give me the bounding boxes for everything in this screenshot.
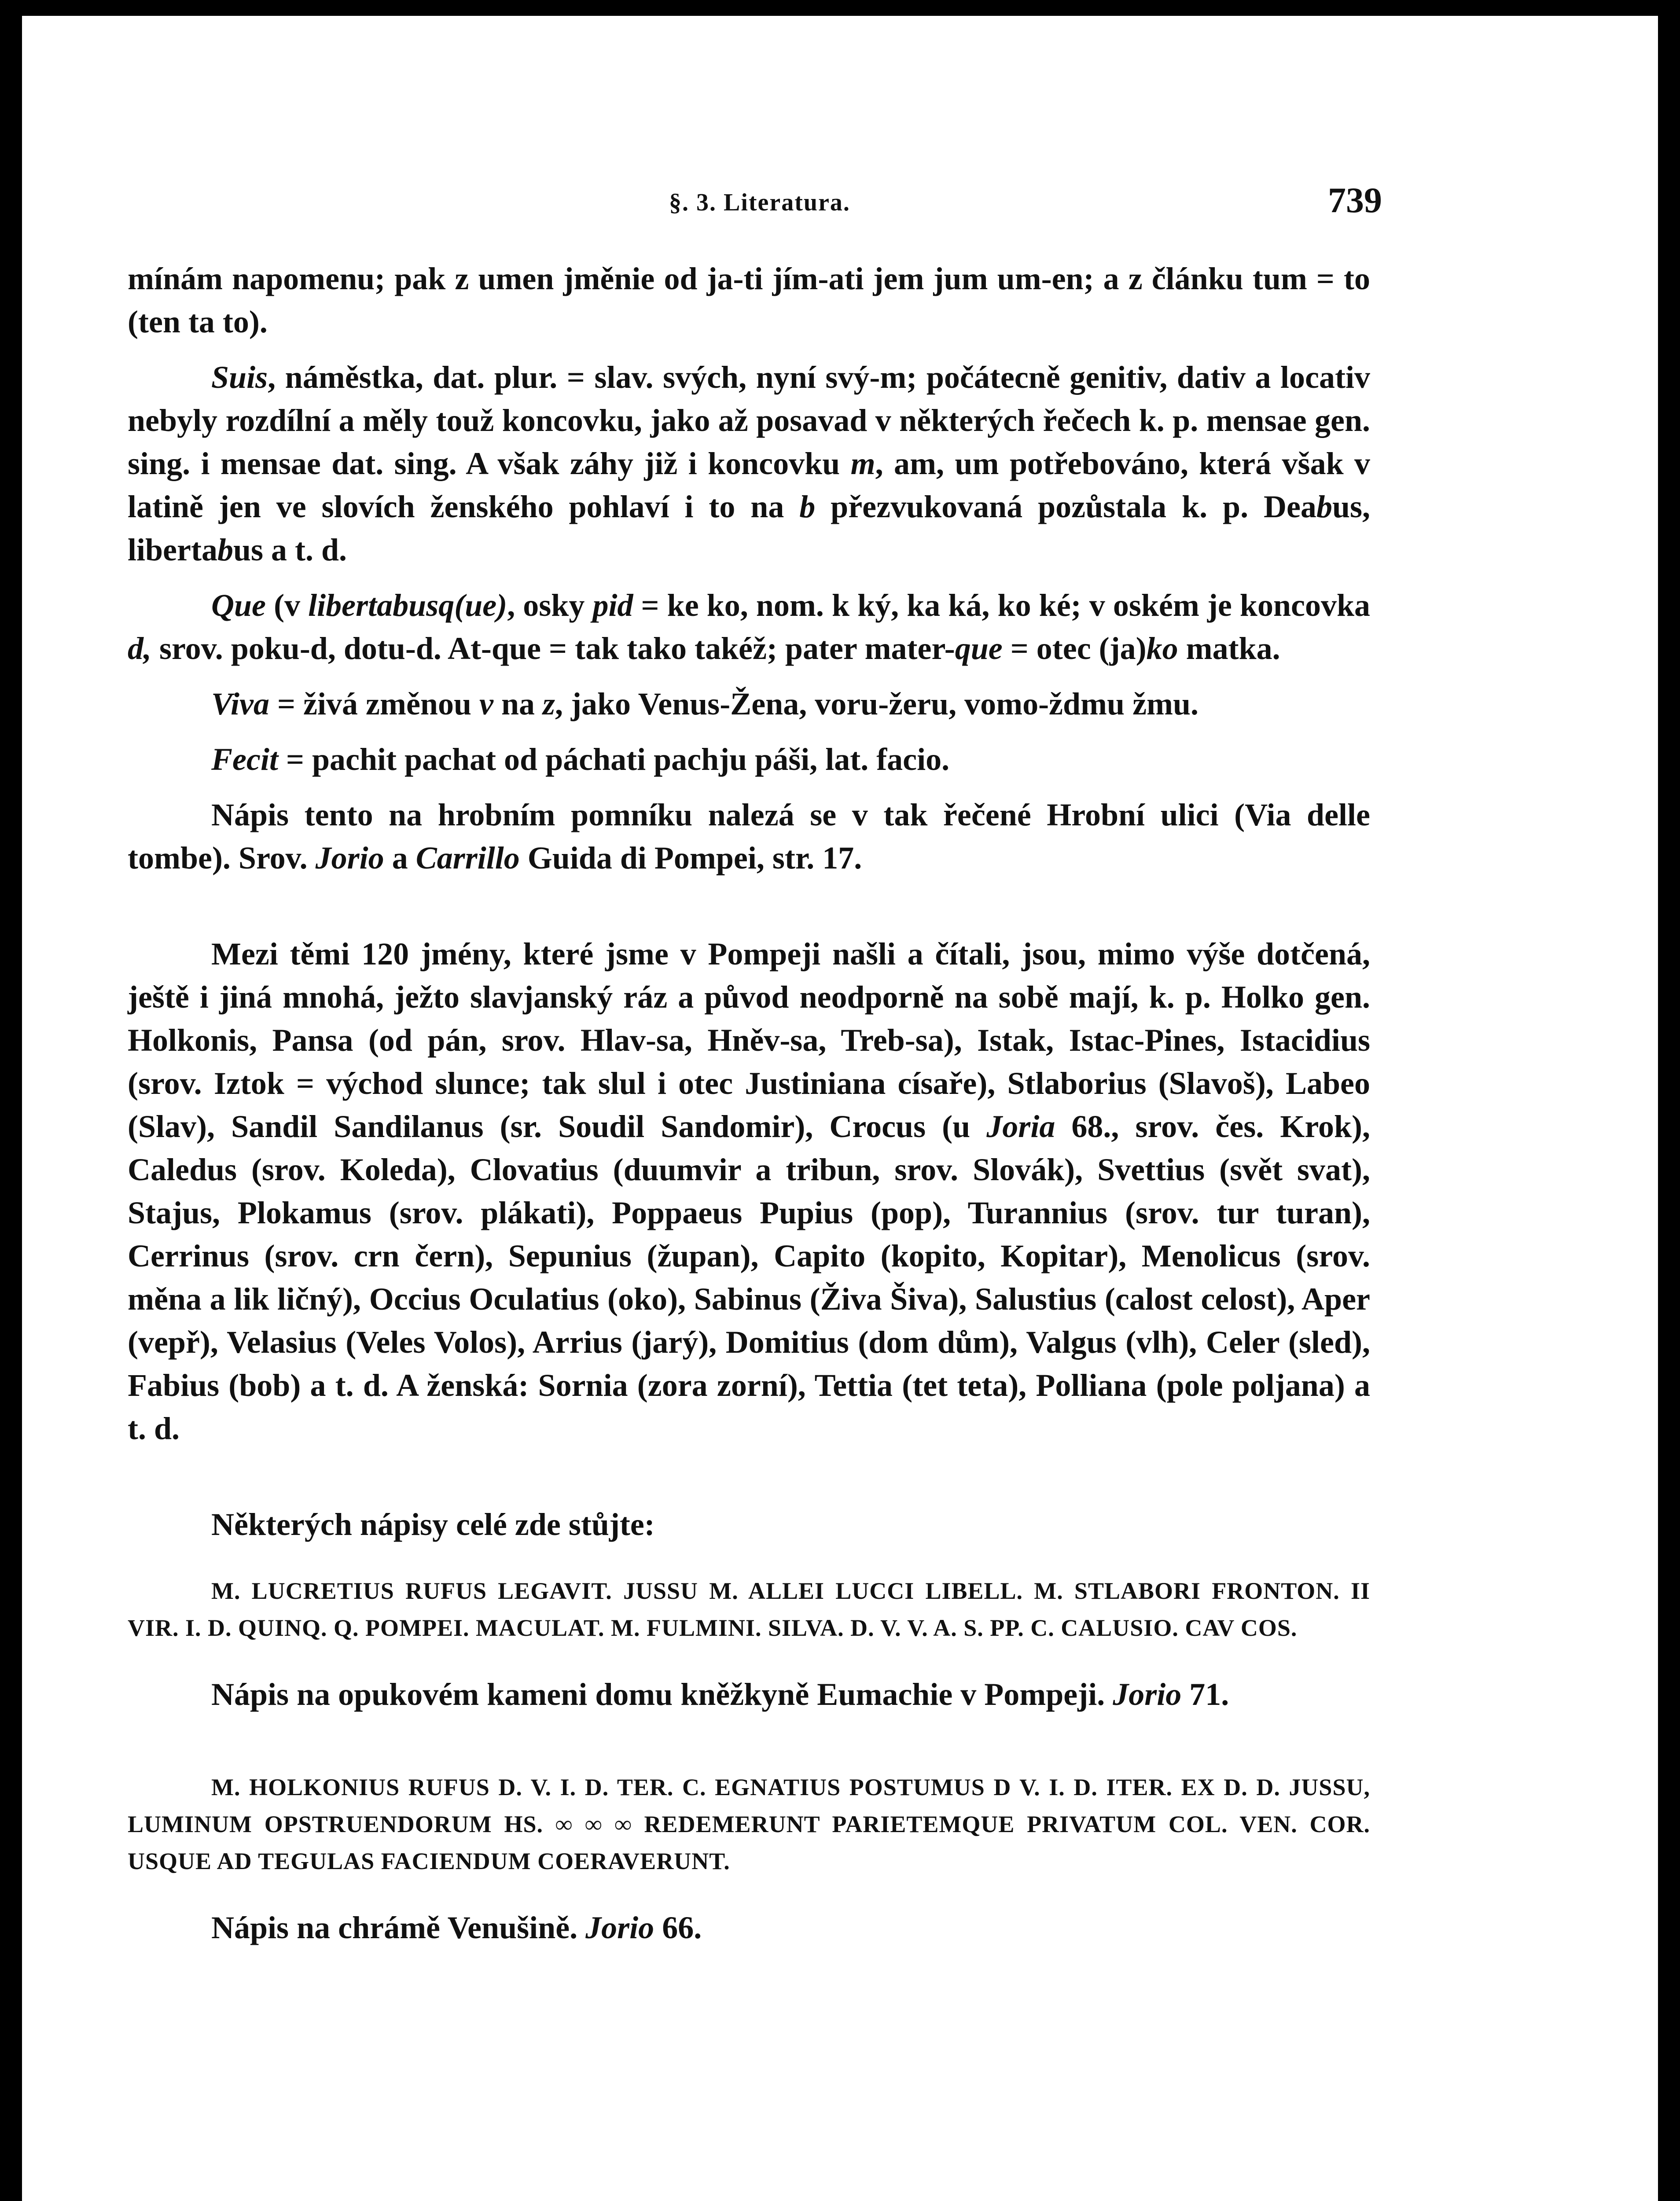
caption-venus: Nápis na chrámě Venušině. Jorio 66. [211,1910,702,1945]
book-page [22,16,1658,2201]
paragraph-napis-hrob: Nápis tento na hrobním pomníku nalezá se v tak řečené Hrobní ulici (Via delle tombe). Srov. Jorio a Carrillo Guida di Pompei, str. 17. [128,797,1370,876]
caption-eumachia: Nápis na opukovém kameni domu kněžkyně Eumachie v Pompeji. Jorio 71. [211,1677,1229,1712]
inscription-holkonius: M. HOLKONIUS RUFUS D. V. I. D. TER. C. EGNATIUS POSTUMUS D V. I. D. ITER. EX D. D. JUSSU, LUMINUM OPSTRUENDORUM HS. ∞ ∞ ∞ REDEMERUNT PARIETEMQUE PRIVATUM COL. VEN. COR. USQUE AD TEGULAS FACIENDUM COERAVERUNT. [128,1774,1370,1874]
paragraph-suis: Suis, náměstka, dat. plur. = slav. svých, nyní svý-m; počátecně genitiv, dativ a locativ nebyly rozdílní a měly touž koncovku, jako až posavad v některých řečech k. p. mensae gen. sing. i mensae dat. sing. A však záhy již i koncovku m, am, um potřebováno, která však v latině jen ve slovích ženského pohlaví i to na b přezvukovaná pozůstala k. p. Deabus, libertabus a t. d. [128,360,1371,567]
paragraph-names: Mezi těmi 120 jmény, které jsme v Pompeji našli a čítali, jsou, mimo výše dotčená, ještě i jiná mnohá, ježto slavjanský ráz a původ neodporně na sobě mají, k. p. Holko gen. Holkonis, Pansa (od pán, srov. Hlav-sa, Hněv-sa, Treb-sa), Istak, Istac-Pines, Istacidius (srov. Iztok = východ slunce; tak slul i otec Justiniana císaře), Stlaborius (Slavoš), Labeo (Slav), Sandil Sandilanus (sr. Soudil Sandomir), Crocus (u Joria 68., srov. čes. Krok), Caledus (srov. Koleda), Clovatius (duumvir a tribun, srov. Slovák), Svettius (svět svat), Stajus, Plokamus (srov. plákati), Poppaeus Pupius (pop), Turannius (srov. tur turan), Cerrinus (srov. crn čern), Sepunius (župan), Capito (kopito, Kopitar), Menolicus (srov. měna a lik ličný), Occius Oculatius (oko), Sabinus (Živa Šiva), Salustius (calost celost), Aper (vepř), Velasius (Veles Volos), Arrius (jarý), Domitius (dom dům), Valgus (vlh), Celer (sled), Fabius (bob) a t. d. A ženská: Sornia (zora zorní), Tettia (tet teta), Polliana (pole poljana) a t. d. [128,936,1370,1446]
running-head: §. 3. Literatura. [669,189,850,216]
paragraph-fecit: Fecit = pachit pachat od páchati pachju páši, lat. facio. [211,742,950,777]
page-number: 739 [1328,180,1382,220]
paragraph-que: Que (v libertabusq(ue), osky pid = ke ko, nom. k ký, ka ká, ko ké; v oském je koncovka d, srov. poku-d, dotu-d. At-que = tak tako takéž; pater mater-que = otec (ja)ko matka. [128,588,1371,666]
inscription-lucretius: M. LUCRETIUS RUFUS LEGAVIT. JUSSU M. ALLEI LUCCI LIBELL. M. STLABORI FRONTON. II VIR. I. D. QUINQ. Q. POMPEI. MACULAT. M. FULMINI. SILVA. D. V. V. A. S. PP. C. CALUSIO. CAV COS. [128,1578,1370,1641]
body-text [128,257,1370,1949]
paragraph-continuation: mínám napomenu; pak z umen jměnie od ja-ti jím-ati jem jum um-en; a z článku tum = to (ten ta to). [128,261,1370,339]
paragraph-intro-inscriptions: Některých nápisy celé zde stůjte: [211,1507,655,1542]
page-header [216,173,1382,225]
paragraph-viva: Viva = živá změnou v na z, jako Venus-Žena, voru-žeru, vomo-ždmu žmu. [211,686,1199,721]
